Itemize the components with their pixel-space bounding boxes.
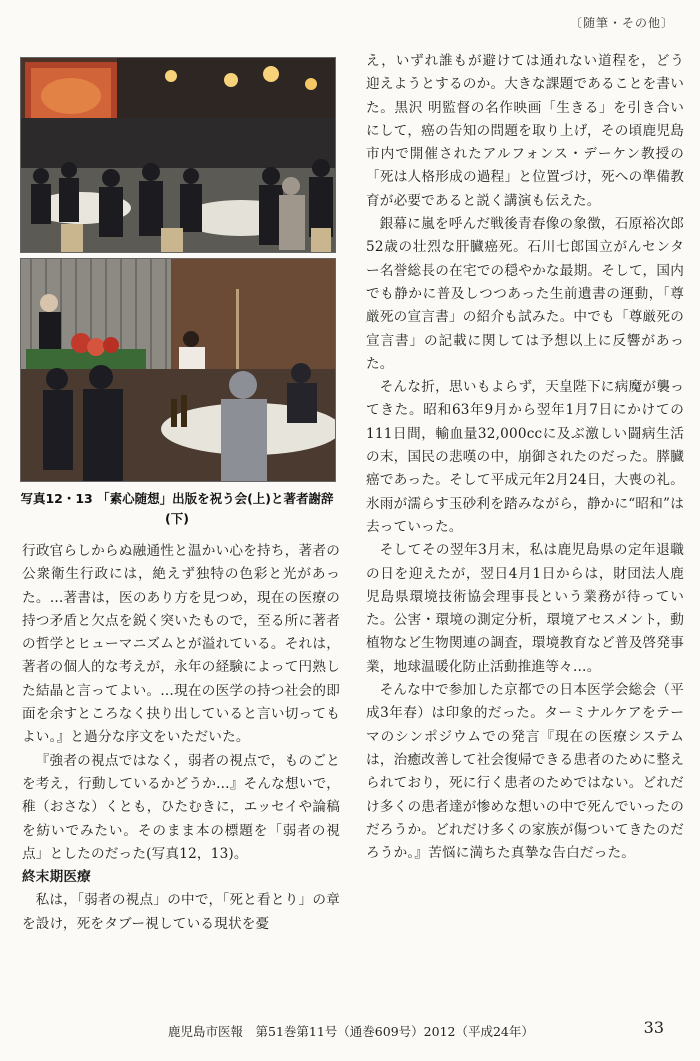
body-paragraph: そんな中で参加した京都での日本医学会総会（平成3年春）は印象的だった。ターミナルケアをテーマのシンポジウムでの発言『現在の医療システムは，治癒改善して社会復帰できる患者のために整えられており，死に行く患者のためではない。どれだけ多くの患者達が惨めな想いの中で死んでいったのだろうか。どれだけ多くの家族が傷ついてきたのだろうか。』苦悩に満ちた真摯な告白だった。 (366, 682, 684, 862)
photo-caption: 写真12・13 「素心随想」出版を祝う会(上)と著者謝辞(下) (20, 491, 334, 526)
page-number: 33 (643, 1018, 664, 1037)
right-column (366, 50, 684, 865)
body-paragraph: そしてその翌年3月末，私は鹿児島県の定年退職の日を迎えたが，翌日4月1日からは，財団法人鹿児島県環境技術協会理事長という業務が待っていた。公害・環境の測定分析，環境アセスメント，動植物など生物関連の調査，環境教育など普及啓発事業，地球温暖化防止活動推進等々…。 (366, 542, 684, 675)
body-paragraph: 私は，「弱者の視点」の中で，「死と看とり」の章を設け，死をタブー視している現状を憂 (22, 892, 340, 932)
section-heading: 終末期医療 (22, 869, 91, 886)
page-footer (0, 1018, 700, 1044)
speech-photo (20, 258, 336, 482)
body-paragraph: え，いずれ誰もが避けては通れない道程を，どう迎えようとするのか。大きな課題であることを書いた。黒沢 明監督の名作映画「生きる」を引き合いにして，癌の告知の問題を取り上げ，その頃鹿児島市内で開催されたアルフォンス・デーケン教授の「死は人格形成の過程」と位置づけ，死への準備教育が必要であると説く講演も伝えた。 (366, 53, 684, 209)
left-column (22, 540, 340, 936)
body-paragraph: 銀幕に嵐を呼んだ戦後青春像の象徴，石原裕次郎52歳の壮烈な肝臓癌死。石川七郎国立がんセンター名誉総長の在宅での穏やかな最期。そして，国内でも静かに普及しつつあった生前遺書の運動，「尊厳死の宣言書」の紹介も試みた。中でも「尊厳死の宣言書」の記載に関しては予想以上に反響があった。 (366, 216, 684, 372)
journal-info: 鹿児島市医報 第51巻第11号（通巻609号）2012（平成24年） (168, 1024, 534, 1039)
body-paragraph: 行政官らしからぬ融通性と温かい心を持ち，著者の公衆衛生行政には，絶えず独特の色彩と光があった。…著書は，医のあり方を見つめ，現在の医療の持つ矛盾と欠点を鋭く突いたもので，至る所に著者の哲学とヒューマニズムとが溢れている。それは，著者の個人的な考えが，永年の経験によって円熟した結晶と言ってよい。…現在の医学の持つ社会的即面を余すところなく抉り出していると言い切ってもよい。』と過分な序文をいただいた。 (22, 543, 340, 746)
banquet-photo (20, 57, 336, 253)
body-paragraph: そんな折，思いもよらず，天皇陛下に病魔が襲ってきた。昭和63年9月から翌年1月7日にかけての111日間，輸血量32,000ccに及ぶ激しい闘病生活の末，国民の悲嘆の中，崩御されたのだった。膵臓癌であった。そして平成元年2月24日，大喪の礼。氷雨が濡らす玉砂利を踏みながら，静かに“昭和”は去っていった。 (366, 379, 684, 535)
section-tag: 〔随筆・その他〕 (569, 16, 674, 30)
body-paragraph: 『強者の視点ではなく，弱者の視点で，ものごとを考え，行動しているかどうか…』そんな想いで，稚（おさな）くとも，ひたむきに，エッセイや論稿を紡いでみたい。そのまま本の標題を「弱者の視点」としたのだった(写真12，13)。 (22, 752, 340, 862)
